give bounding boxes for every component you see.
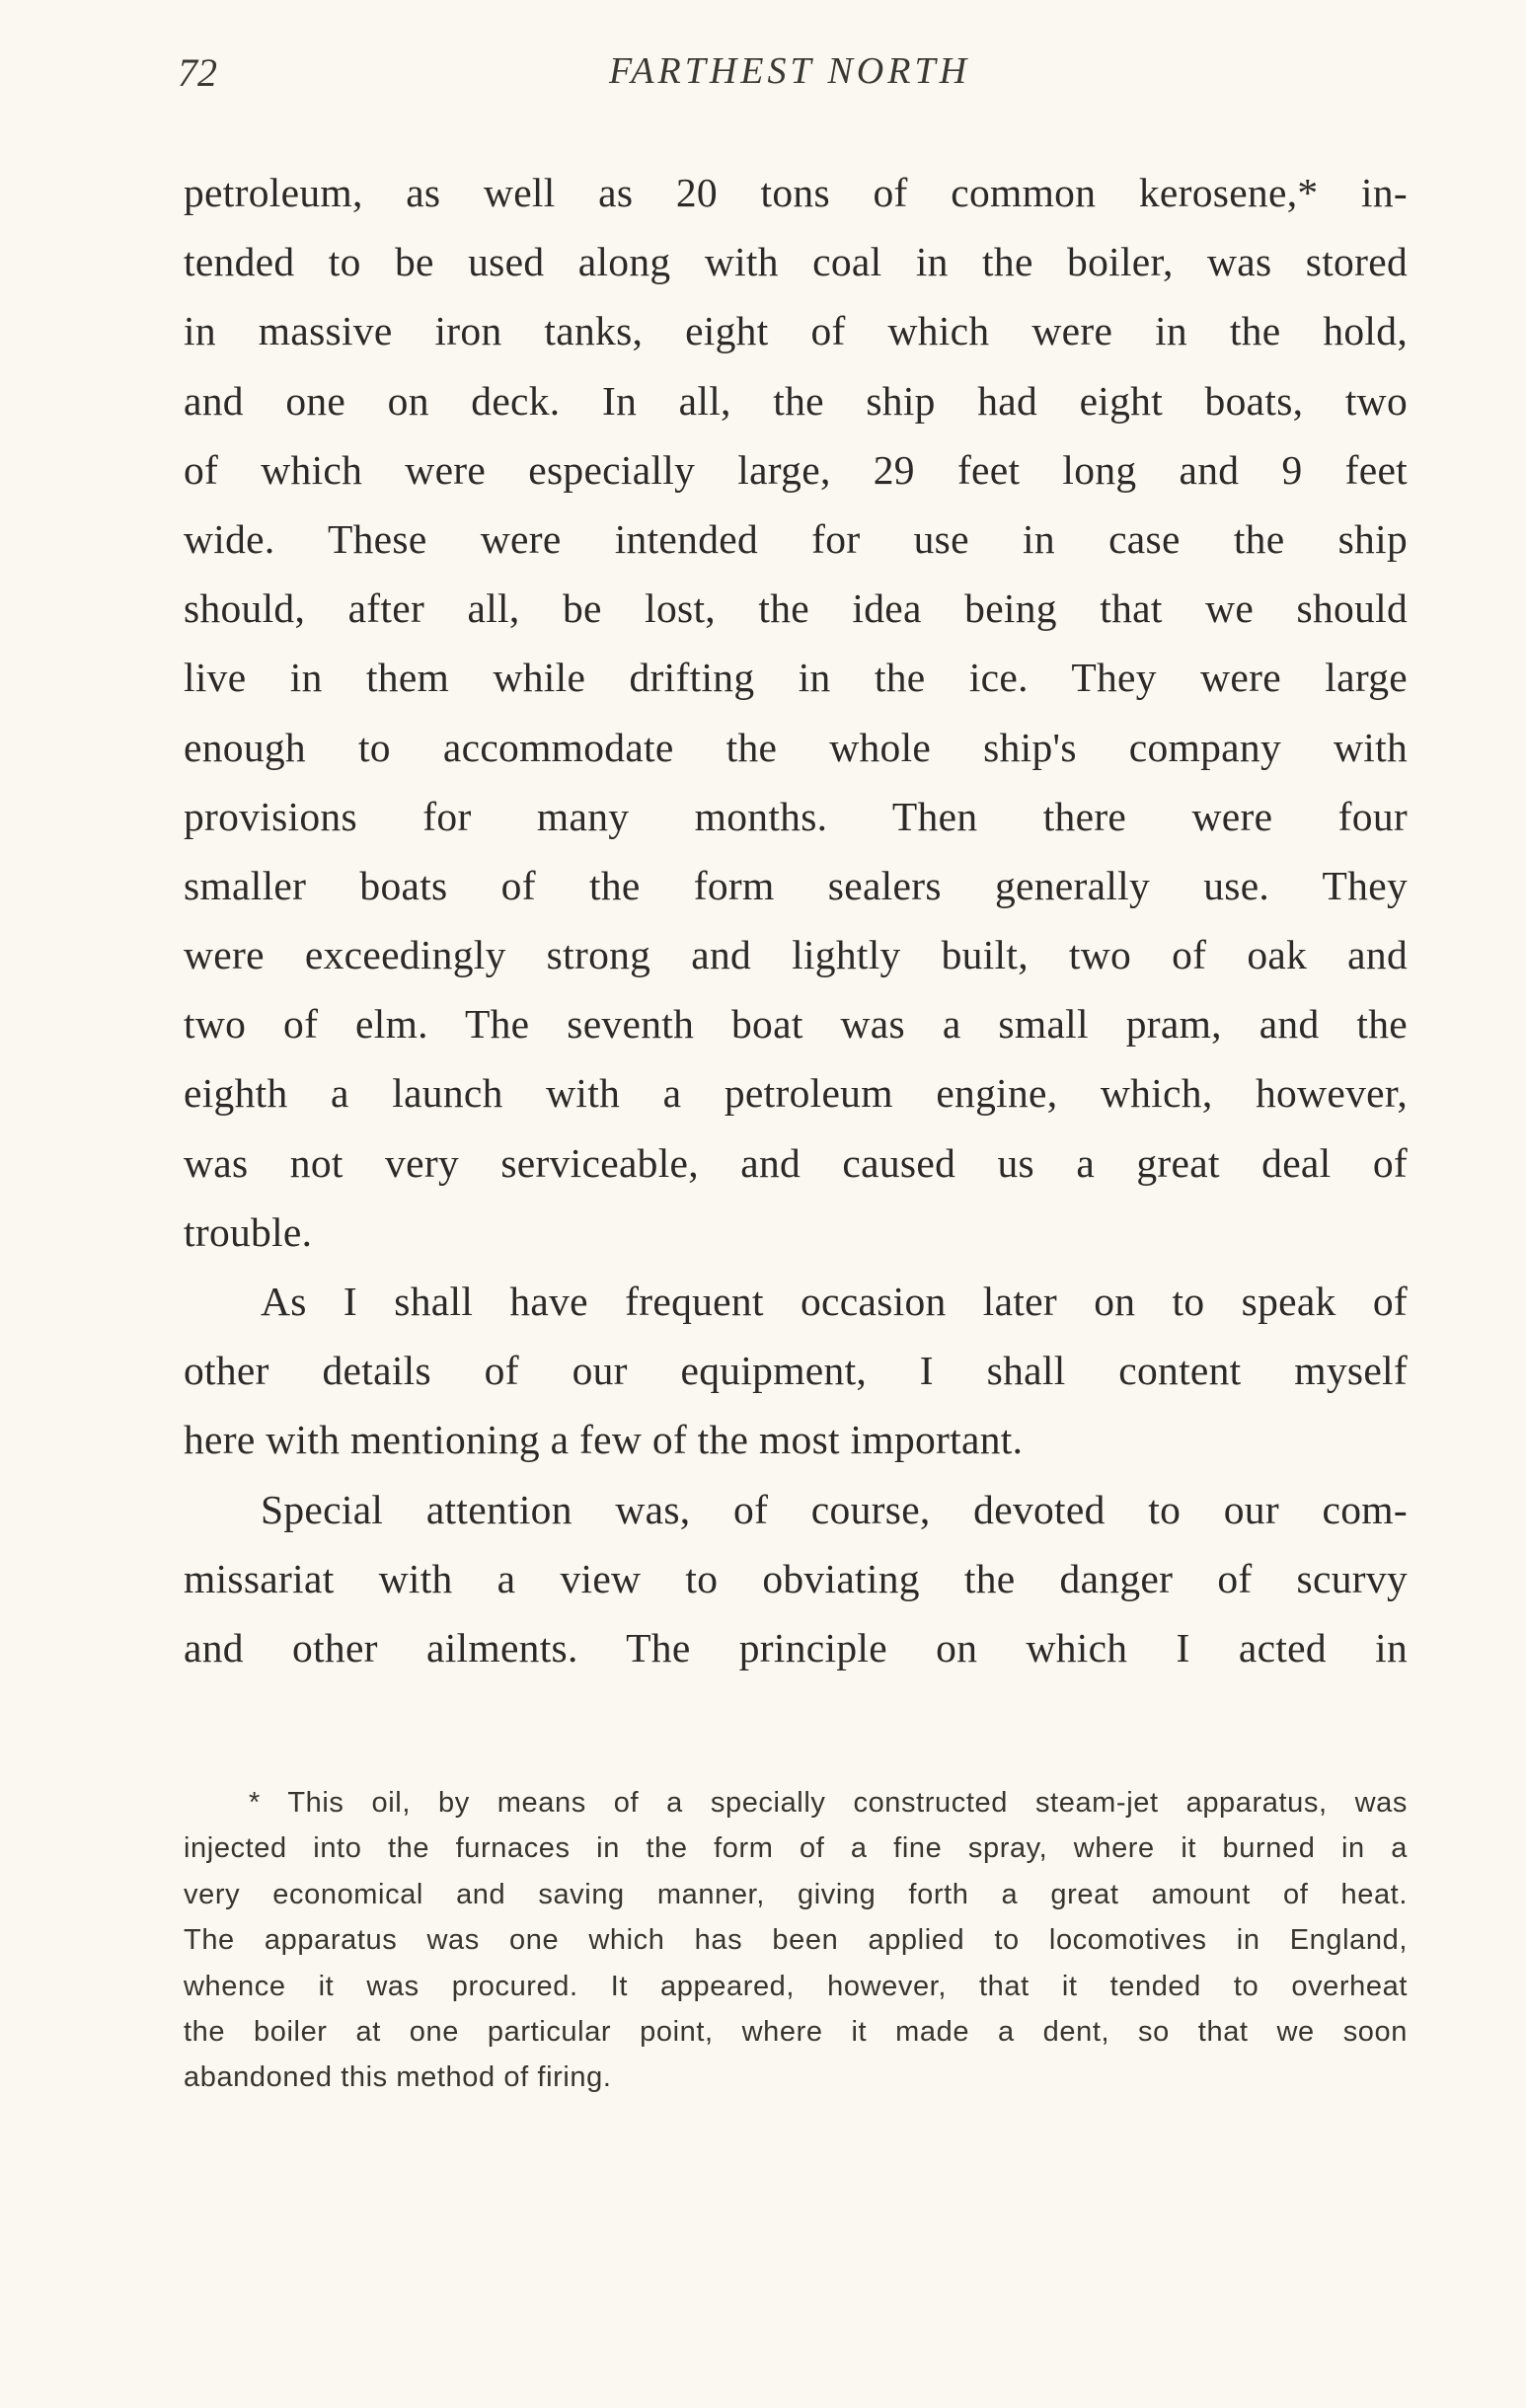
text-line: wide. These were intended for use in case the ship bbox=[184, 515, 1408, 562]
text-line: petroleum, as well as 20 tons of common kerosene,* in- bbox=[184, 170, 1408, 215]
text-line: here with mentioning a few of the most important. bbox=[184, 1417, 1024, 1463]
footnote-line: very economical and saving manner, giving forth a great amount of heat. bbox=[184, 1878, 1408, 1910]
footnote-line: the boiler at one particular point, where it made a dent, so that we soon bbox=[184, 2015, 1408, 2048]
footnote bbox=[184, 1780, 1408, 2101]
body-text bbox=[184, 158, 1408, 1682]
text-line: and other ailments. The principle on which I acted in bbox=[184, 1624, 1408, 1670]
text-line: of which were especially large, 29 feet long and 9 feet bbox=[184, 446, 1408, 493]
page-header bbox=[178, 49, 1402, 109]
text-line: were exceedingly strong and lightly built, two of oak and bbox=[184, 932, 1408, 978]
footnote-line: * This oil, by means of a specially constructed steam-jet apparatus, was bbox=[249, 1787, 1408, 1819]
footnote-line: The apparatus was one which has been applied to locomotives in England, bbox=[184, 1924, 1408, 1957]
text-line: Special attention was, of course, devoted to our com- bbox=[261, 1486, 1408, 1532]
text-line: smaller boats of the form sealers generally use. They bbox=[184, 862, 1408, 908]
footnote-line: whence it was procured. It appeared, however, that it tended to overheat bbox=[184, 1970, 1408, 2002]
page-number: 72 bbox=[178, 50, 217, 95]
text-line: two of elm. The seventh boat was a small pram, and the bbox=[184, 1001, 1408, 1048]
text-line: tended to be used along with coal in the boiler, was stored bbox=[184, 239, 1408, 285]
text-line: enough to accommodate the whole ship's company with bbox=[184, 724, 1408, 770]
text-line: and one on deck. In all, the ship had eight boats, two bbox=[184, 377, 1408, 424]
running-head: FARTHEST NORTH bbox=[608, 50, 971, 92]
text-line: in massive iron tanks, eight of which were in the hold, bbox=[184, 308, 1408, 354]
text-line: was not very serviceable, and caused us a great deal of bbox=[184, 1139, 1408, 1186]
text-line: trouble. bbox=[184, 1208, 313, 1255]
text-line: should, after all, be lost, the idea being that we should bbox=[184, 585, 1408, 632]
text-line: provisions for many months. Then there were four bbox=[184, 793, 1408, 839]
footnote-line: abandoned this method of firing. bbox=[184, 2061, 612, 2094]
text-line: missariat with a view to obviating the danger of scurvy bbox=[184, 1555, 1408, 1601]
text-line: As I shall have frequent occasion later on to speak of bbox=[261, 1279, 1408, 1324]
text-line: other details of our equipment, I shall content myself bbox=[184, 1348, 1408, 1394]
text-line: live in them while drifting in the ice. They were large bbox=[184, 655, 1408, 701]
text-line: eighth a launch with a petroleum engine, which, however, bbox=[184, 1070, 1408, 1117]
footnote-line: injected into the furnaces in the form of a fine spray, where it burned in a bbox=[184, 1832, 1408, 1865]
